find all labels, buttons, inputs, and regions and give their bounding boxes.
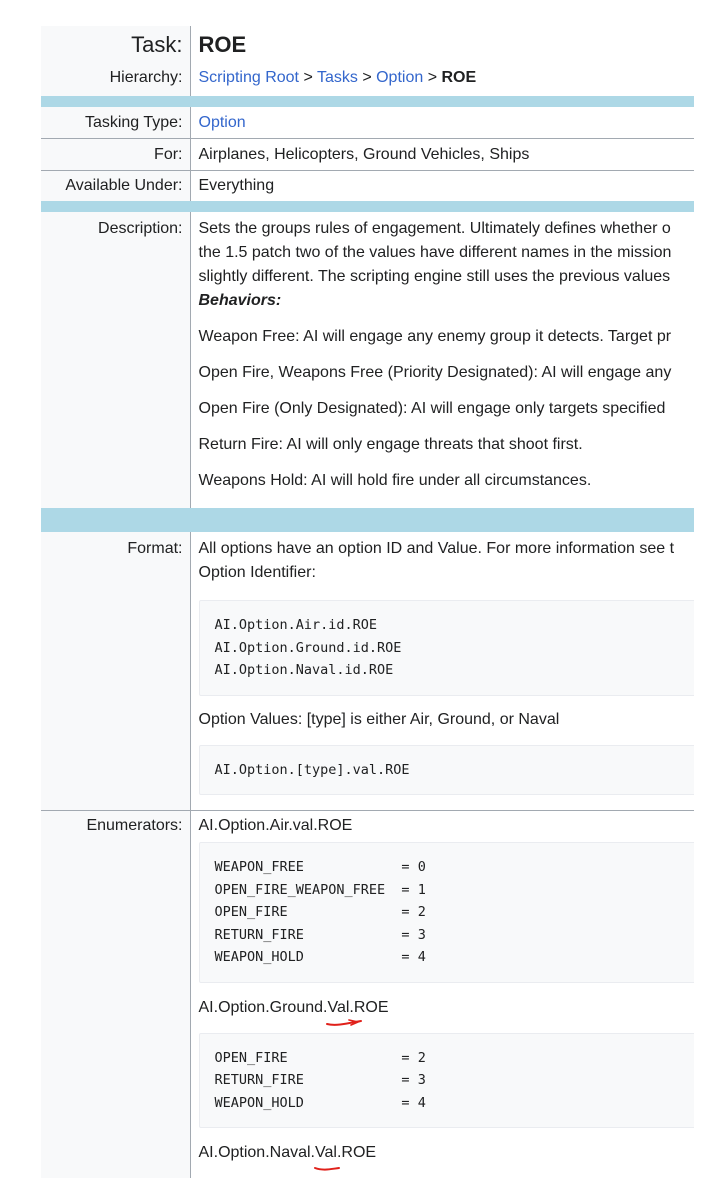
behaviors-heading: Behaviors:: [198, 292, 282, 309]
air-enum-code-block: WEAPON_FREE = 0 OPEN_FIRE_WEAPON_FREE = 1 OPEN_FIRE = 2 RETURN_FIRE = 3 WEAPON_HOLD = 4: [199, 842, 695, 983]
tasking-type-row: [41, 107, 694, 139]
option-id-code-block: AI.Option.Air.id.ROE AI.Option.Ground.id.ROE AI.Option.Naval.id.ROE: [199, 600, 695, 696]
breadcrumb-separator: >: [427, 69, 438, 86]
for-label: For:: [41, 139, 190, 171]
for-value: Airplanes, Helicopters, Ground Vehicles, Ships: [190, 139, 694, 171]
breadcrumb: [190, 64, 694, 96]
option-val-code-block: AI.Option.[type].val.ROE: [199, 745, 695, 796]
task-title: ROE: [198, 32, 247, 57]
hierarchy-label: Hierarchy:: [41, 64, 190, 96]
tasking-type-label: Tasking Type:: [41, 107, 190, 139]
behavior-item: Return Fire: AI will only engage threats that shoot first.: [198, 436, 583, 453]
option-values-text: Option Values: [type] is either Air, Ground, or Naval: [198, 710, 560, 728]
tasking-type-link[interactable]: Option: [198, 114, 246, 131]
section-separator: [41, 508, 694, 532]
description-line: slightly different. The scripting engine still uses the previous values: [198, 268, 671, 285]
format-value: [190, 532, 694, 811]
tasking-type-value: [190, 107, 694, 139]
naval-enum-title: AI.Option.Naval.Val .ROE: [199, 1141, 695, 1165]
format-row: [41, 532, 694, 811]
air-enum-title: AI.Option.Air.val.ROE: [198, 817, 353, 834]
hierarchy-row: [41, 64, 694, 96]
task-row: [41, 26, 694, 64]
enumerators-row: [41, 811, 694, 1178]
available-under-value: Everything: [198, 177, 275, 194]
breadcrumb-tasks[interactable]: Tasks: [316, 69, 358, 86]
val-annotation: Val: [327, 996, 349, 1020]
task-label: Task:: [41, 26, 190, 64]
description-line: the 1.5 patch two of the values have different names in the mission: [198, 244, 672, 261]
enumerators-label: Enumerators:: [41, 811, 190, 1178]
section-separator: [41, 201, 694, 212]
behavior-item: Open Fire, Weapons Free (Priority Designated): AI will engage any: [198, 364, 672, 381]
section-separator: [41, 96, 694, 107]
breadcrumb-separator: >: [303, 69, 313, 86]
description-line: Sets the groups rules of engagement. Ultimately defines whether o: [198, 220, 671, 237]
for-row: [41, 139, 694, 171]
available-under-label: Available Under:: [41, 171, 190, 202]
infobox-page: [41, 26, 694, 1178]
breadcrumb-current: ROE: [441, 69, 477, 86]
enumerators-value: [190, 811, 694, 1178]
ground-enum-code-block: OPEN_FIRE = 2 RETURN_FIRE = 3 WEAPON_HOLD = 4: [199, 1033, 695, 1129]
behavior-item: Open Fire (Only Designated): AI will engage only targets specified: [198, 400, 666, 417]
ground-enum-title: AI.Option.Ground.Val .ROE: [199, 996, 695, 1020]
val-annotation: Val: [315, 1141, 337, 1165]
breadcrumb-separator: >: [362, 69, 372, 86]
behavior-item: Weapons Hold: AI will hold fire under all circumstances.: [198, 472, 592, 489]
description-value: [190, 212, 694, 508]
format-intro: All options have an option ID and Value. For more information see t: [198, 540, 675, 557]
description-row: [41, 212, 694, 508]
description-label: Description:: [41, 212, 190, 508]
red-underline-mark: [313, 1163, 343, 1173]
option-identifier-heading: Option Identifier:: [198, 564, 316, 581]
breadcrumb-scripting-root[interactable]: Scripting Root: [198, 69, 299, 86]
format-label: Format:: [41, 532, 190, 811]
breadcrumb-option[interactable]: Option: [376, 69, 424, 86]
behavior-item: Weapon Free: AI will engage any enemy group it detects. Target pr: [198, 328, 672, 345]
available-under-row: [41, 171, 694, 202]
task-infobox: [41, 26, 694, 1178]
red-underline-mark: [325, 1018, 365, 1028]
